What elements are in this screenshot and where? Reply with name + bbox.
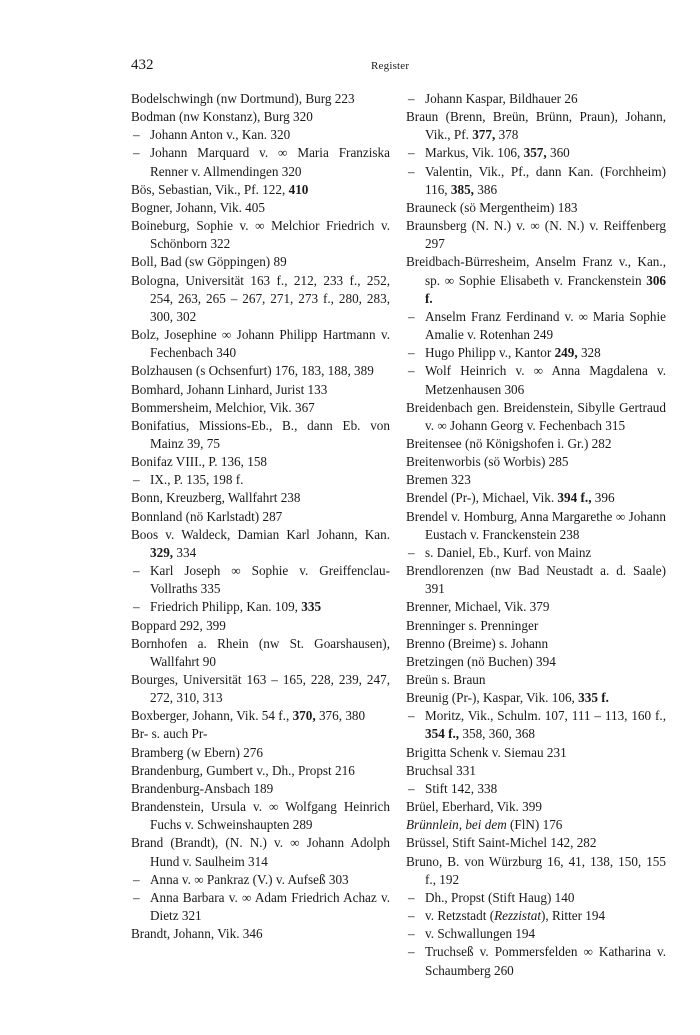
entry-text: 386 <box>473 181 498 197</box>
index-entry <box>406 689 666 707</box>
index-subentry <box>131 562 390 598</box>
index-subentry <box>131 889 390 925</box>
index-entry <box>406 671 666 689</box>
entry-text: 334 <box>173 544 197 560</box>
index-column-left <box>131 90 390 943</box>
entry-text: Boll, Bad (sw Göppingen) 89 <box>131 254 287 270</box>
entry-text: Braunsberg (N. N.) v. ∞ (N. N.) v. Reiffenberg 297 <box>406 218 666 252</box>
entry-text: Rezzistat <box>494 908 541 924</box>
index-entry <box>131 90 390 108</box>
entry-text: 357, <box>523 145 547 161</box>
index-entry <box>406 798 666 816</box>
entry-text: Anna Barbara v. ∞ Adam Friedrich Achaz v. Dietz 321 <box>150 889 390 924</box>
index-entry <box>131 381 390 399</box>
index-subentry <box>406 344 666 362</box>
index-entry <box>406 508 666 544</box>
entry-text: Breidbach-Bürresheim, Anselm Franz v., Kan., sp. ∞ Sophie Elisabeth v. Franckenstein <box>406 254 666 288</box>
index-entry <box>131 834 390 870</box>
index-entry <box>131 508 390 526</box>
index-entry <box>131 108 390 126</box>
entry-text: 410 <box>288 181 309 197</box>
entry-text: Bomhard, Johann Linhard, Jurist 133 <box>131 381 328 397</box>
entry-text: 306 f. <box>425 272 666 306</box>
entry-text: Breün s. Braun <box>406 672 486 687</box>
index-subentry <box>406 707 666 743</box>
index-entry <box>406 617 666 635</box>
entry-text: Braun (Brenn, Breün, Brünn, Praun), Johann, Vik., Pf. <box>406 109 666 143</box>
entry-text: Brenno (Breime) s. Johann <box>406 635 549 651</box>
index-subentry <box>406 544 666 562</box>
entry-text: Bruno, B. von Würzburg 16, 41, 138, 150, 155 f., 192 <box>406 853 666 887</box>
index-entry <box>131 725 390 743</box>
entry-text: Brenninger s. Prenninger <box>406 617 539 633</box>
index-entry <box>406 653 666 671</box>
index-entry <box>131 617 390 635</box>
entry-text: 396 <box>591 490 615 506</box>
entry-text: v. Retzstadt ( <box>425 908 495 924</box>
index-entry <box>406 453 666 471</box>
entry-text: 354 f., <box>425 726 460 742</box>
index-entry <box>131 362 390 380</box>
entry-text: Anselm Franz Ferdinand v. ∞ Maria Sophie Amalie v. Rotenhan 249 <box>425 308 666 343</box>
entry-text: Friedrich Philipp, Kan. 109, <box>150 599 302 615</box>
entry-text: Johann Kaspar, Bildhauer 26 <box>425 91 578 106</box>
index-subentry <box>406 943 666 979</box>
entry-text: Bolz, Josephine ∞ Johann Philipp Hartmann v. Fechenbach 340 <box>131 327 390 361</box>
entry-text: Truchseß v. Pommersfelden ∞ Katharina v. Schaumberg 260 <box>425 944 666 978</box>
index-entry <box>131 798 390 834</box>
index-subentry <box>406 907 666 925</box>
entry-text: Br- s. auch Pr- <box>131 726 208 742</box>
entry-text: Johann Anton v., Kan. 320 <box>150 127 291 143</box>
entry-text: 249, <box>554 345 578 361</box>
entry-text: Brendel (Pr-), Michael, Vik. <box>406 490 558 506</box>
entry-text: 370, <box>292 708 316 724</box>
entry-text: 376, 380 <box>315 708 366 724</box>
entry-text: Bonifaz VIII., P. 136, 158 <box>131 454 268 470</box>
index-entry <box>406 816 666 834</box>
index-entry <box>131 217 390 253</box>
entry-text: Johann Marquard v. ∞ Maria Franziska Renner v. Allmendingen 320 <box>150 145 390 179</box>
index-entry <box>131 199 390 217</box>
entry-text: Boos v. Waldeck, Damian Karl Johann, Kan. <box>131 526 390 542</box>
index-entry <box>131 453 390 471</box>
index-entry <box>131 707 390 725</box>
index-entry <box>131 326 390 362</box>
running-title: Register <box>371 60 410 72</box>
entry-text: Hugo Philipp v., Kantor <box>425 345 555 361</box>
index-entry <box>131 526 390 562</box>
page-header <box>131 57 662 79</box>
entry-text: Brandt, Johann, Vik. 346 <box>131 926 263 942</box>
entry-text: 358, 360, 368 <box>459 726 535 742</box>
index-entry <box>131 762 390 780</box>
index-entry <box>131 181 390 199</box>
entry-text: Brendlorenzen (nw Bad Neustadt a. d. Saale) 391 <box>406 563 666 597</box>
entry-text: Boineburg, Sophie v. ∞ Melchior Friedrich v. Schönborn 322 <box>131 218 390 252</box>
entry-text: 377, <box>472 127 496 143</box>
index-subentry <box>131 144 390 180</box>
index-subentry <box>406 308 666 344</box>
index-entry <box>131 417 390 453</box>
index-entry <box>131 253 390 271</box>
entry-text: Bommersheim, Melchior, Vik. 367 <box>131 399 315 415</box>
entry-text: Breitenworbis (sö Worbis) 285 <box>406 454 569 470</box>
entry-text: 329, <box>150 544 174 560</box>
index-subentry <box>131 598 390 616</box>
entry-text: Brenner, Michael, Vik. 379 <box>406 599 550 615</box>
entry-text: Anna v. ∞ Pankraz (V.) v. Aufseß 303 <box>150 871 349 887</box>
index-entry <box>406 199 666 217</box>
index-subentry <box>131 871 390 889</box>
index-subentry <box>406 163 666 199</box>
entry-text: s. Daniel, Eb., Kurf. von Mainz <box>425 544 592 560</box>
index-entry <box>131 671 390 707</box>
entry-text: Wolf Heinrich v. ∞ Anna Magdalena v. Metzenhausen 306 <box>425 363 666 397</box>
entry-text: Breitensee (nö Königshofen i. Gr.) 282 <box>406 435 612 451</box>
entry-text: v. Schwallungen 194 <box>425 926 536 942</box>
index-entry <box>406 253 666 307</box>
entry-text: Bolzhausen (s Ochsenfurt) 176, 183, 188, 389 <box>131 363 374 379</box>
entry-text: Markus, Vik. 106, <box>425 145 524 161</box>
entry-text: 360 <box>546 145 570 161</box>
entry-text: Dh., Propst (Stift Haug) 140 <box>425 889 575 905</box>
entry-text: ), Ritter 194 <box>540 908 606 924</box>
index-entry <box>406 853 666 889</box>
index-entry <box>131 399 390 417</box>
entry-text: Bös, Sebastian, Vik., Pf. 122, <box>131 181 289 197</box>
entry-text: 394 f., <box>557 490 592 506</box>
entry-text: Bonifatius, Missions-Eb., B., dann Eb. von Mainz 39, 75 <box>131 417 390 451</box>
entry-text: Bruchsal 331 <box>406 762 476 778</box>
entry-text: Bonnland (nö Karlstadt) 287 <box>131 508 283 524</box>
entry-text: Bodelschwingh (nw Dortmund), Burg 223 <box>131 91 355 106</box>
index-entry <box>406 471 666 489</box>
entry-text: Valentin, Vik., Pf., dann Kan. (Forchheim) 116, <box>425 163 666 197</box>
entry-text: Brand (Brandt), (N. N.) v. ∞ Johann Adolph Hund v. Saulheim 314 <box>131 835 390 869</box>
entry-text: Bodman (nw Konstanz), Burg 320 <box>131 109 313 125</box>
page-number: 432 <box>131 57 154 73</box>
entry-text: Brauneck (sö Mergentheim) 183 <box>406 199 578 215</box>
entry-text: Bornhofen a. Rhein (nw St. Goarshausen), Wallfahrt 90 <box>131 635 390 669</box>
index-subentry <box>406 144 666 162</box>
entry-text: Boxberger, Johann, Vik. 54 f., <box>131 708 293 724</box>
entry-text: 328 <box>577 345 601 361</box>
index-entry <box>406 435 666 453</box>
index-entry <box>131 925 390 943</box>
entry-text: Brendel v. Homburg, Anna Margarethe ∞ Johann Eustach v. Franckenstein 238 <box>406 508 666 542</box>
entry-text: Stift 142, 338 <box>425 780 498 796</box>
index-entry <box>131 635 390 671</box>
index-subentry <box>406 889 666 907</box>
entry-text: Brandenstein, Ursula v. ∞ Wolfgang Heinrich Fuchs v. Schweinshaupten 289 <box>131 799 390 833</box>
entry-text: 378 <box>495 127 519 143</box>
entry-text: Brüssel, Stift Saint-Michel 142, 282 <box>406 835 597 851</box>
index-entry <box>406 635 666 653</box>
index-subentry <box>406 362 666 398</box>
index-entry <box>131 744 390 762</box>
entry-text: Bramberg (w Ebern) 276 <box>131 744 263 760</box>
index-entry <box>406 562 666 598</box>
entry-text: Boppard 292, 399 <box>131 617 226 633</box>
entry-text: Bologna, Universität 163 f., 212, 233 f., 252, 254, 263, 265 – 267, 271, 273 f., 280, 283, 300, 302 <box>131 272 390 324</box>
index-column-right <box>406 90 666 980</box>
index-subentry <box>406 925 666 943</box>
entry-text: Bonn, Kreuzberg, Wallfahrt 238 <box>131 490 301 506</box>
index-subentry <box>131 126 390 144</box>
index-subentry <box>406 90 666 108</box>
entry-text: Breunig (Pr-), Kaspar, Vik. 106, <box>406 690 579 706</box>
index-entry <box>406 834 666 852</box>
entry-text: 335 f. <box>578 690 609 706</box>
entry-text: Brigitta Schenk v. Siemau 231 <box>406 744 567 760</box>
index-entry <box>406 217 666 253</box>
entry-text: Moritz, Vik., Schulm. 107, 111 – 113, 160 f., <box>425 708 666 724</box>
entry-text: Bourges, Universität 163 – 165, 228, 239, 247, 272, 310, 313 <box>131 672 390 706</box>
entry-text: Karl Joseph ∞ Sophie v. Greiffenclau-Vollraths 335 <box>150 563 390 597</box>
entry-text: 385, <box>450 181 474 197</box>
index-entry <box>406 762 666 780</box>
entry-text: 335 <box>301 599 322 615</box>
index-entry <box>406 489 666 507</box>
entry-text: Brandenburg, Gumbert v., Dh., Propst 216 <box>131 762 355 778</box>
index-subentry <box>131 471 390 489</box>
index-entry <box>131 489 390 507</box>
entry-text: Bremen 323 <box>406 472 471 488</box>
entry-text: Breidenbach gen. Breidenstein, Sibylle Gertraud v. ∞ Johann Georg v. Fechenbach 315 <box>406 399 666 433</box>
index-entry <box>131 272 390 326</box>
entry-text: Bretzingen (nö Buchen) 394 <box>406 653 556 669</box>
entry-text: (FlN) 176 <box>506 817 563 833</box>
entry-text: IX., P. 135, 198 f. <box>150 472 244 488</box>
index-entry <box>406 399 666 435</box>
index-entry <box>406 108 666 144</box>
index-entry <box>131 780 390 798</box>
entry-text: Brünnlein, bei dem <box>406 817 507 833</box>
index-entry <box>406 744 666 762</box>
entry-text: Brüel, Eberhard, Vik. 399 <box>406 799 542 815</box>
entry-text: Brandenburg-Ansbach 189 <box>131 780 274 796</box>
index-entry <box>406 598 666 616</box>
index-subentry <box>406 780 666 798</box>
entry-text: Bogner, Johann, Vik. 405 <box>131 199 265 215</box>
